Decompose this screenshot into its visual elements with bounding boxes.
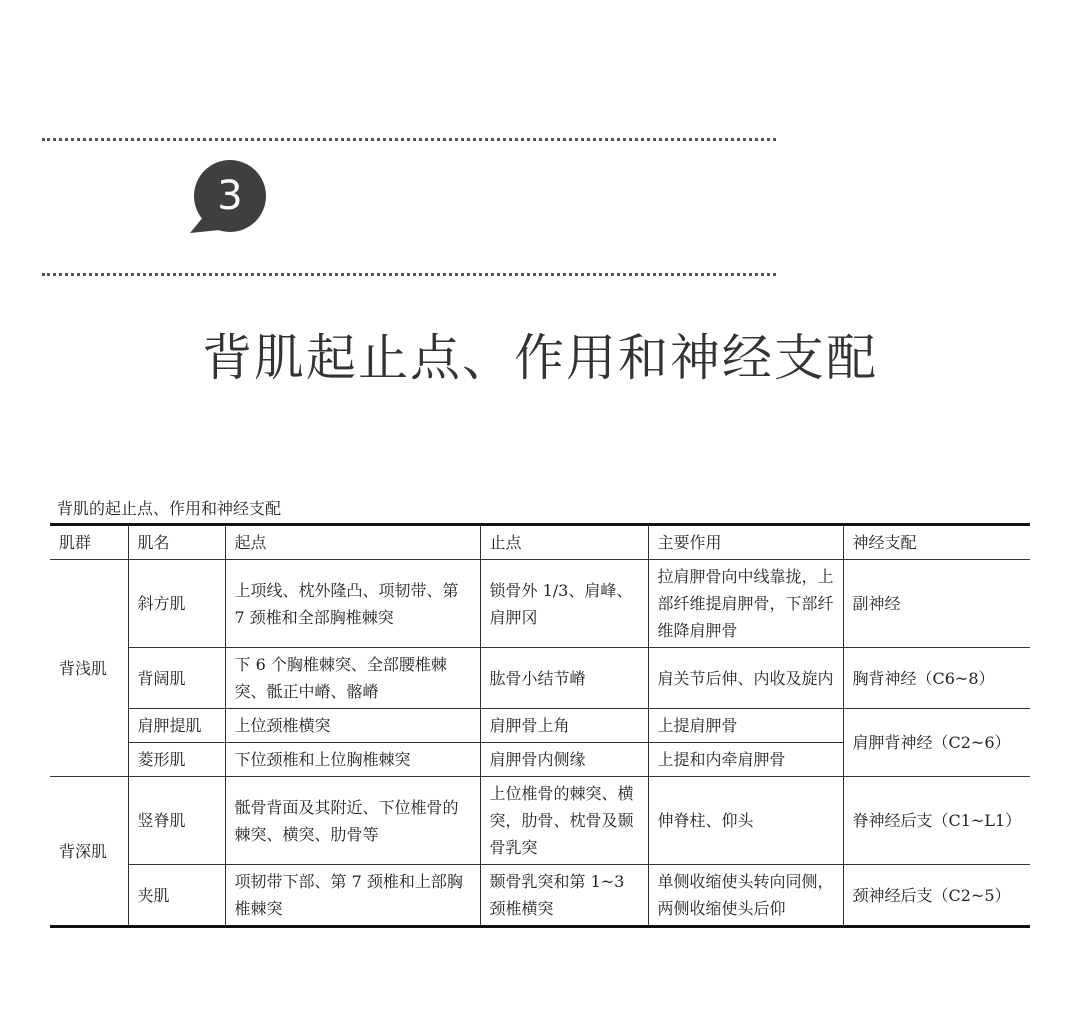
dotted-divider-top xyxy=(42,138,776,141)
column-header-origin: 起点 xyxy=(225,525,480,560)
table-row xyxy=(50,648,1030,709)
action-cell: 上提肩胛骨 xyxy=(648,709,843,743)
nerve-cell: 颈神经后支（C2~5） xyxy=(843,865,1030,927)
table-row xyxy=(50,709,1030,743)
section-number-badge xyxy=(190,160,266,236)
insertion-cell: 肩胛骨内侧缘 xyxy=(480,743,648,777)
nerve-cell: 肩胛背神经（C2~6） xyxy=(843,709,1030,777)
table-row xyxy=(50,865,1030,927)
dotted-divider-bottom xyxy=(42,273,776,276)
column-header-action: 主要作用 xyxy=(648,525,843,560)
insertion-cell: 上位椎骨的棘突、横突，肋骨、枕骨及颞骨乳突 xyxy=(480,777,648,865)
action-cell: 单侧收缩使头转向同侧，两侧收缩使头后仰 xyxy=(648,865,843,927)
group-cell-deep: 背深肌 xyxy=(50,777,128,927)
table-row xyxy=(50,777,1030,865)
action-cell: 肩关节后伸、内收及旋内 xyxy=(648,648,843,709)
muscle-name-cell: 竖脊肌 xyxy=(128,777,225,865)
section-number: 3 xyxy=(217,173,243,219)
origin-cell: 骶骨背面及其附近、下位椎骨的棘突、横突、肋骨等 xyxy=(225,777,480,865)
muscle-table xyxy=(50,523,1030,928)
insertion-cell: 肱骨小结节嵴 xyxy=(480,648,648,709)
column-header-group: 肌群 xyxy=(50,525,128,560)
insertion-cell: 肩胛骨上角 xyxy=(480,709,648,743)
page-title: 背肌起止点、作用和神经支配 xyxy=(202,329,878,387)
muscle-name-cell: 夹肌 xyxy=(128,865,225,927)
table-row xyxy=(50,560,1030,648)
insertion-cell: 颞骨乳突和第 1~3 颈椎横突 xyxy=(480,865,648,927)
column-header-name: 肌名 xyxy=(128,525,225,560)
nerve-cell: 副神经 xyxy=(843,560,1030,648)
nerve-cell: 胸背神经（C6~8） xyxy=(843,648,1030,709)
table-header-row xyxy=(50,525,1030,560)
muscle-name-cell: 背阔肌 xyxy=(128,648,225,709)
action-cell: 上提和内牵肩胛骨 xyxy=(648,743,843,777)
action-cell: 拉肩胛骨向中线靠拢，上部纤维提肩胛骨，下部纤维降肩胛骨 xyxy=(648,560,843,648)
muscle-name-cell: 斜方肌 xyxy=(128,560,225,648)
muscle-name-cell: 肩胛提肌 xyxy=(128,709,225,743)
origin-cell: 下位颈椎和上位胸椎棘突 xyxy=(225,743,480,777)
origin-cell: 上位颈椎横突 xyxy=(225,709,480,743)
insertion-cell: 锁骨外 1/3、肩峰、肩胛冈 xyxy=(480,560,648,648)
muscle-name-cell: 菱形肌 xyxy=(128,743,225,777)
action-cell: 伸脊柱、仰头 xyxy=(648,777,843,865)
origin-cell: 项韧带下部、第 7 颈椎和上部胸椎棘突 xyxy=(225,865,480,927)
nerve-cell: 脊神经后支（C1~L1） xyxy=(843,777,1030,865)
group-cell-superficial: 背浅肌 xyxy=(50,560,128,777)
origin-cell: 上项线、枕外隆凸、项韧带、第 7 颈椎和全部胸椎棘突 xyxy=(225,560,480,648)
column-header-insertion: 止点 xyxy=(480,525,648,560)
table-caption: 背肌的起止点、作用和神经支配 xyxy=(57,499,282,518)
origin-cell: 下 6 个胸椎棘突、全部腰椎棘突、骶正中嵴、髂嵴 xyxy=(225,648,480,709)
column-header-nerve: 神经支配 xyxy=(843,525,1030,560)
